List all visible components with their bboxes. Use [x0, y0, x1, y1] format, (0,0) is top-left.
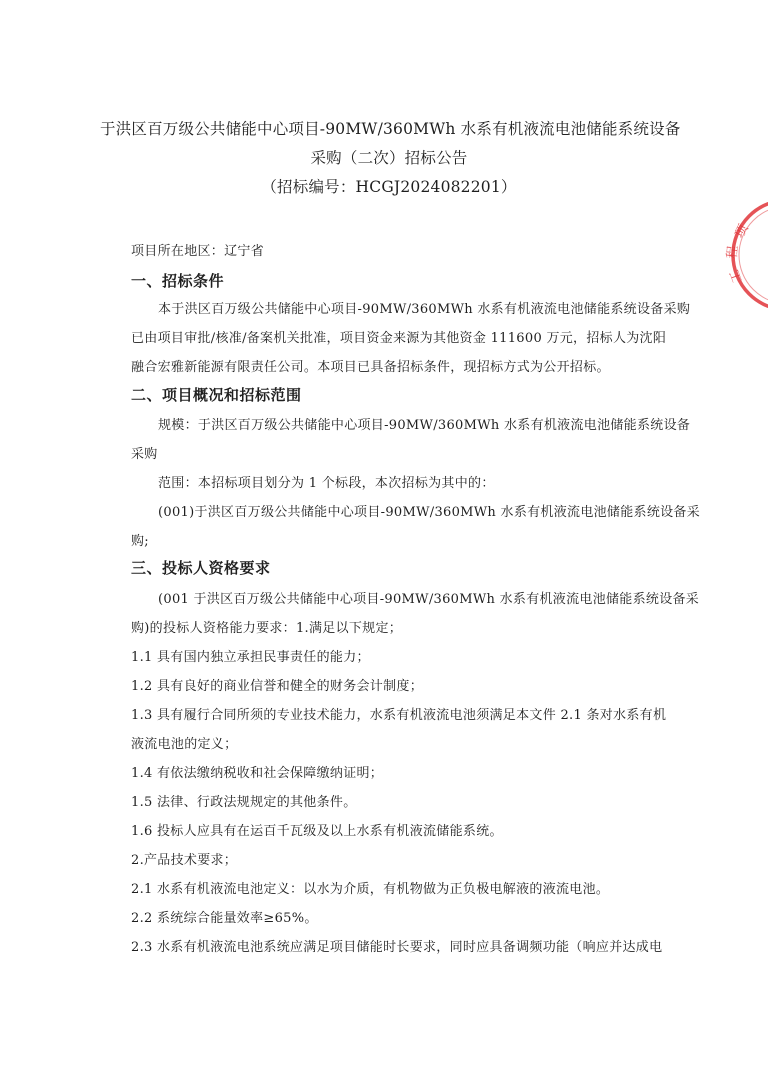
paragraph-line: 1.5 法律、行政法规规定的其他条件。	[131, 795, 357, 810]
paragraph-line: 本于洪区百万级公共储能中心项目-90MW/360MWh 水系有机液流电池储能系统设备采购	[158, 302, 691, 317]
paragraph-line: 规模：于洪区百万级公共储能中心项目-90MW/360MWh 水系有机液流电池储能系统设备	[158, 418, 691, 433]
paragraph-line: 1.2 具有良好的商业信誉和健全的财务会计制度；	[131, 679, 424, 694]
paragraph-line: 2.2 系统综合能量效率≥65%。	[131, 911, 318, 926]
project-region: 项目所在地区：辽宁省	[131, 244, 265, 259]
document-title-line1: 于洪区百万级公共储能中心项目-90MW/360MWh 水系有机液流电池储能系统设备	[100, 120, 681, 138]
svg-text:工: 工	[727, 267, 746, 285]
paragraph-line: 1.4 有依法缴纳税收和社会保障缴纳证明；	[131, 766, 384, 781]
paragraph-line: 已由项目审批/核准/备案机关批准，项目资金来源为其他资金 111600 万元，招标人为沈阳	[131, 331, 667, 346]
paragraph-line: 范围：本招标项目划分为 1 个标段，本次招标为其中的：	[158, 476, 495, 491]
official-seal-stamp	[725, 195, 768, 315]
section-heading-qualification: 三、投标人资格要求	[131, 559, 271, 577]
paragraph-line: 购;	[131, 534, 149, 549]
paragraph-line: 1.6 投标人应具有在运百千瓦级及以上水系有机液流储能系统。	[131, 824, 503, 839]
svg-text:项: 项	[732, 222, 752, 241]
section-heading-project-overview: 二、项目概况和招标范围	[131, 386, 302, 404]
paragraph-line: (001)于洪区百万级公共储能中心项目-90MW/360MWh 水系有机液流电池储能系统设备采	[158, 505, 701, 520]
paragraph-line: 采购	[131, 447, 158, 462]
paragraph-line: 液流电池的定义；	[131, 737, 238, 752]
paragraph-line: 2.1 水系有机液流电池定义：以水为介质，有机物做为正负极电解液的液流电池。	[131, 882, 610, 897]
section-heading-bidding-conditions: 一、招标条件	[131, 272, 225, 290]
paragraph-line: 1.3 具有履行合同所须的专业技术能力，水系有机液流电池须满足本文件 2.1 条对水系有机	[131, 708, 667, 723]
paragraph-line: 2.产品技术要求；	[131, 853, 238, 868]
paragraph-line: 2.3 水系有机液流电池系统应满足项目储能时长要求，同时应具备调频功能（响应并达成电	[131, 940, 663, 955]
tender-code: （招标编号：HCGJ2024082201）	[261, 178, 517, 196]
document-title-line2: 采购（二次）招标公告	[310, 149, 468, 167]
svg-text:程: 程	[725, 245, 742, 260]
paragraph-line: (001 于洪区百万级公共储能中心项目-90MW/360MWh 水系有机液流电池储能系统设备采	[158, 592, 700, 607]
paragraph-line: 购)的投标人资格能力要求：1.满足以下规定；	[131, 621, 403, 636]
paragraph-line: 融合宏雅新能源有限责任公司。本项目已具备招标条件，现招标方式为公开招标。	[131, 360, 610, 375]
paragraph-line: 1.1 具有国内独立承担民事责任的能力；	[131, 650, 370, 665]
